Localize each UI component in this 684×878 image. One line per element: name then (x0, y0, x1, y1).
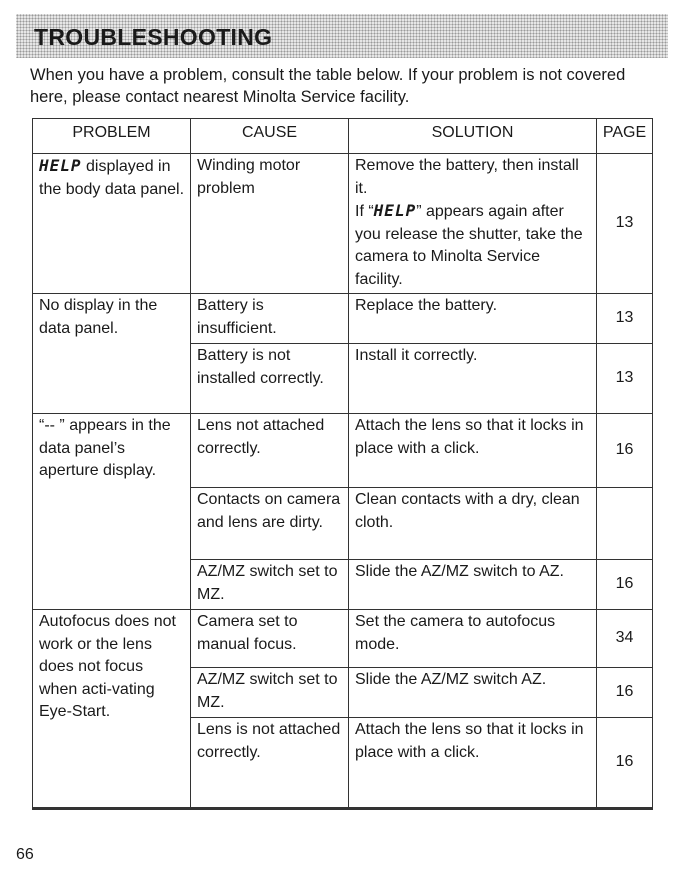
header-cause: CAUSE (191, 119, 349, 154)
solution-cell: Replace the battery. (349, 294, 597, 344)
cause-cell: Winding motor problem (191, 154, 349, 294)
cause-cell: Lens is not attached correctly. (191, 718, 349, 809)
table-row (33, 610, 653, 668)
cause-cell: AZ/MZ switch set to MZ. (191, 668, 349, 718)
title-bar (16, 14, 668, 58)
table-row (33, 294, 653, 344)
table-header-row (33, 119, 653, 154)
solution-cell: Slide the AZ/MZ switch AZ. (349, 668, 597, 718)
solution-cell: Install it correctly. (349, 344, 597, 414)
solution-cell: Clean contacts with a dry, clean cloth. (349, 488, 597, 560)
page-cell: 16 (597, 718, 653, 809)
page-title: TROUBLESHOOTING (34, 24, 273, 50)
solution-text-rest: ” appears again after you release the shutter, take the camera to Minolta Service facility. (355, 203, 583, 288)
solution-cell: Attach the lens so that it locks in place with a click. (349, 414, 597, 488)
troubleshooting-table (32, 118, 653, 810)
problem-cell (33, 154, 191, 294)
table-row (33, 414, 653, 488)
intro-paragraph: When you have a problem, consult the table below. If your problem is not covered here, please contact nearest Minolta Service facility. (30, 66, 626, 106)
solution-cell: Attach the lens so that it locks in place with a click. (349, 718, 597, 809)
cause-cell: Camera set to manual focus. (191, 610, 349, 668)
problem-text: displayed in the body data panel. (39, 158, 185, 198)
problem-cell: Autofocus does not work or the lens does not focus when acti-vating Eye-Start. (33, 610, 191, 809)
header-problem: PROBLEM (33, 119, 191, 154)
cause-cell: Contacts on camera and lens are dirty. (191, 488, 349, 560)
page-cell: 13 (597, 154, 653, 294)
header-page: PAGE (597, 119, 653, 154)
help-code: HELP (373, 201, 417, 220)
header-solution: SOLUTION (349, 119, 597, 154)
table-row (33, 154, 653, 294)
page-cell: 16 (597, 668, 653, 718)
solution-cell: Slide the AZ/MZ switch to AZ. (349, 560, 597, 610)
cause-cell: Battery is insufficient. (191, 294, 349, 344)
page-cell (597, 488, 653, 560)
problem-cell: No display in the data panel. (33, 294, 191, 414)
page-cell: 16 (597, 414, 653, 488)
help-code: HELP (39, 156, 82, 175)
page-cell: 16 (597, 560, 653, 610)
solution-cell (349, 154, 597, 294)
cause-cell: Lens not attached correctly. (191, 414, 349, 488)
page-number: 66 (16, 846, 34, 863)
quote-open: If “ (355, 203, 374, 220)
page-cell: 13 (597, 344, 653, 414)
cause-cell: AZ/MZ switch set to MZ. (191, 560, 349, 610)
cause-cell: Battery is not installed correctly. (191, 344, 349, 414)
page-cell: 34 (597, 610, 653, 668)
page-cell: 13 (597, 294, 653, 344)
solution-text: Remove the battery, then install it. (355, 157, 579, 197)
solution-text-2 (355, 200, 590, 291)
problem-cell: “-- ” appears in the data panel’s aperture display. (33, 414, 191, 610)
solution-cell: Set the camera to autofocus mode. (349, 610, 597, 668)
